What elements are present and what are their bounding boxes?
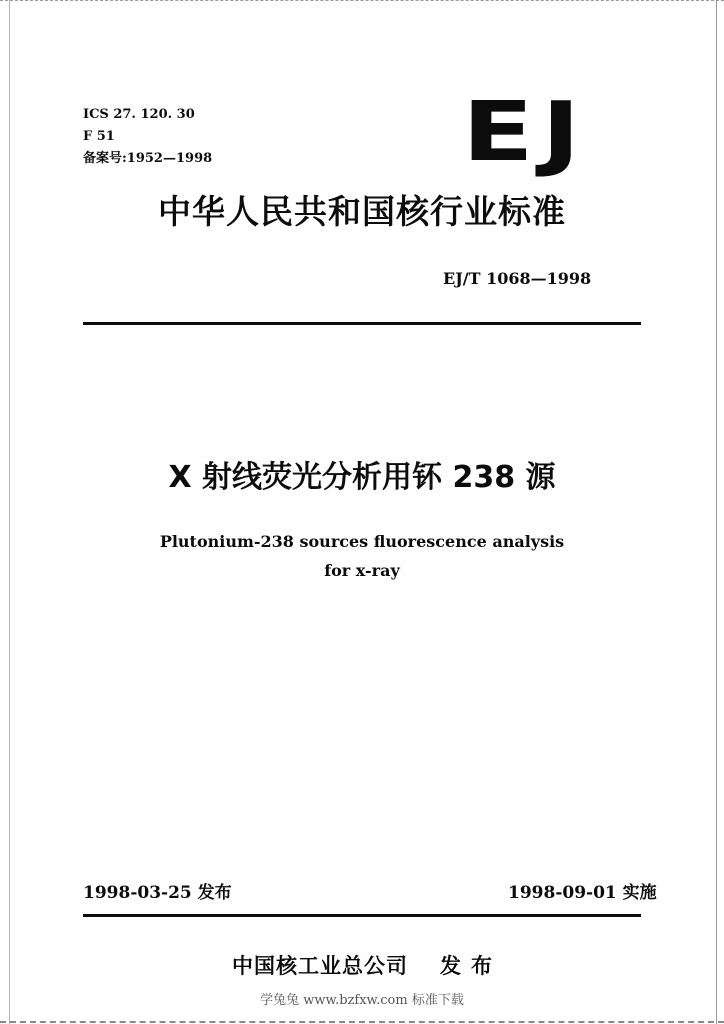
implementation-date: 1998-09-01 实施 [508,883,657,903]
record-number: 备案号:1952—1998 [83,151,213,166]
issuer-action: 发布 [440,954,502,978]
scan-edge-right [716,0,717,1024]
title-chinese: X 射线荧光分析用钚 238 源 [168,460,556,495]
scan-edge-bottom [0,1021,724,1023]
ics-code: ICS 27. 120. 30 [83,107,195,122]
ej-logo: EJ [462,85,589,180]
header-divider [83,322,641,325]
footer-divider [83,914,641,917]
title-english-line-1: Plutonium-238 sources fluorescence analysis [159,532,565,551]
series-title: 中华人民共和国核行业标准 [158,192,566,231]
standard-number: EJ/T 1068—1998 [443,269,592,288]
ccs-code: F 51 [83,129,115,144]
title-english-line-2: for x-ray [324,561,400,580]
scan-edge-left [9,0,10,1024]
watermark-text: 学兔兔 www.bzfxw.com 标准下载 [260,993,464,1008]
issuer-name: 中国核工业总公司 [232,954,408,978]
scan-edge-top [0,0,724,1]
issue-date: 1998-03-25 发布 [83,883,232,903]
